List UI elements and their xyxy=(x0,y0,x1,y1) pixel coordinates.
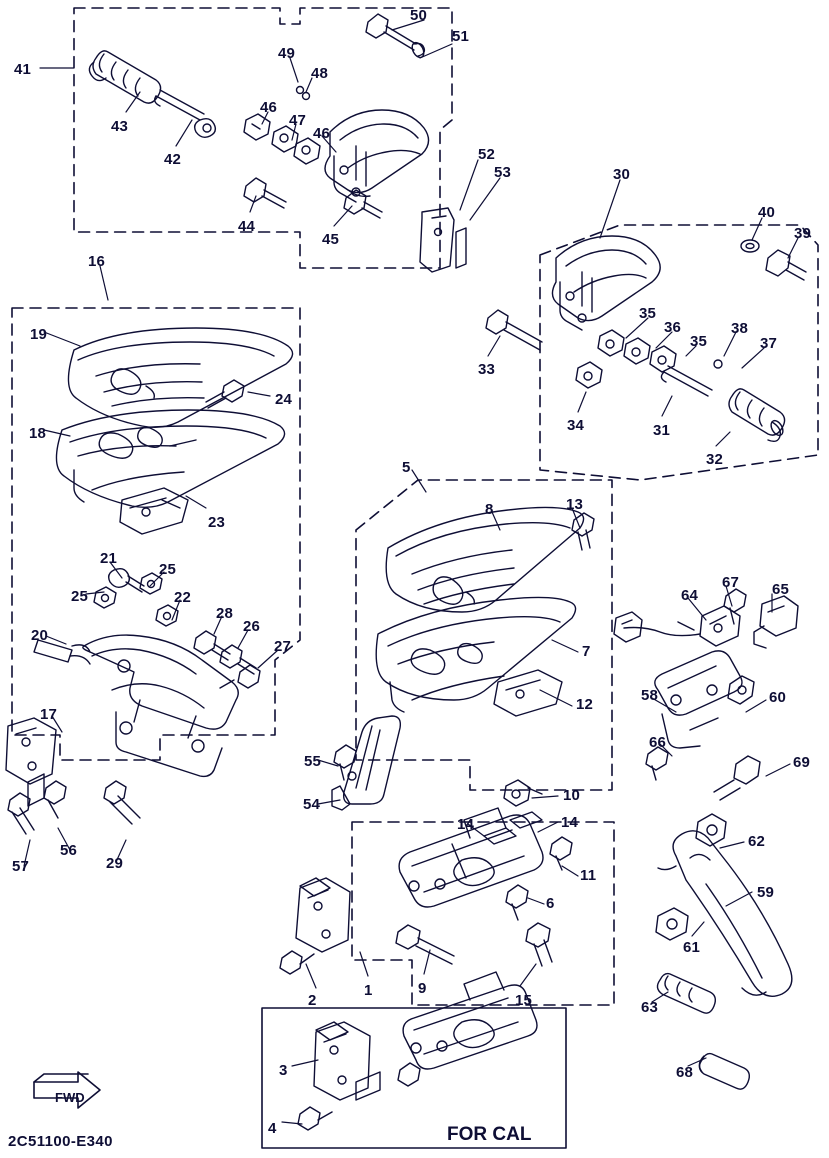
callout-number: 2 xyxy=(308,992,317,1009)
part-59-brake-pedal xyxy=(658,831,792,996)
callout-number: 44 xyxy=(238,218,256,235)
part-8-footboard-top xyxy=(386,507,583,612)
callout-number: 13 xyxy=(566,496,584,513)
callout-number: 8 xyxy=(485,501,494,518)
callout-number: 66 xyxy=(649,734,667,751)
part-32-grip xyxy=(729,389,785,441)
part-22-washer xyxy=(156,605,178,626)
callout-number: 36 xyxy=(664,319,682,336)
callout-number: 54 xyxy=(303,796,321,813)
callout-number: 62 xyxy=(748,833,766,850)
callout-number: 35 xyxy=(639,305,657,322)
callout-number: 35 xyxy=(690,333,708,350)
leader-lines xyxy=(24,20,798,1124)
part-38-pin xyxy=(714,360,722,368)
part-43-grip xyxy=(89,51,160,103)
callout-number: 1 xyxy=(364,982,373,999)
part-45-bolt xyxy=(344,190,382,218)
part-69-bolt xyxy=(714,756,760,800)
callout-number: 47 xyxy=(289,112,307,129)
callout-number: 57 xyxy=(12,858,30,875)
part-65-connector xyxy=(754,596,798,648)
callout-number: 45 xyxy=(322,231,340,248)
callout-number: 9 xyxy=(418,980,427,997)
part-19-footboard-top xyxy=(68,328,292,427)
part-29-bolt xyxy=(104,781,140,824)
callout-number: 12 xyxy=(576,696,594,713)
part-23-bracket xyxy=(120,488,188,534)
callout-number: 14 xyxy=(561,814,579,831)
callout-number: 37 xyxy=(760,335,778,352)
callout-number: 14 xyxy=(457,816,475,833)
fwd-label: FWD xyxy=(55,1090,85,1105)
callout-number: 61 xyxy=(683,939,701,956)
part-2-bracket xyxy=(280,878,350,974)
part-swingarm-bracket xyxy=(83,635,238,776)
callout-number: 38 xyxy=(731,320,749,337)
callout-number: 40 xyxy=(758,204,776,221)
part-56-bolt xyxy=(44,781,66,818)
callout-number: 64 xyxy=(681,587,699,604)
callout-number: 20 xyxy=(31,627,49,644)
callout-number: 46 xyxy=(313,125,331,142)
group-boundary xyxy=(12,8,818,1148)
callout-number: 46 xyxy=(260,99,278,116)
part-7-footboard-base xyxy=(376,597,575,712)
callout-number: 58 xyxy=(641,687,659,704)
callout-number: 26 xyxy=(243,618,261,635)
callout-number: 32 xyxy=(706,451,724,468)
part-44-bolt xyxy=(244,178,286,208)
part-39-40-bolt xyxy=(741,240,806,280)
part-46-47-washers xyxy=(244,114,320,164)
part-10-nut xyxy=(504,780,542,806)
part-35-36-35-washers xyxy=(598,330,676,372)
part-58-bracket xyxy=(655,651,742,748)
callout-number: 68 xyxy=(676,1064,694,1081)
callout-number: 6 xyxy=(546,895,555,912)
callout-number: 63 xyxy=(641,999,659,1016)
callout-number: 5 xyxy=(402,459,411,476)
part-28-bolt xyxy=(194,631,230,660)
callout-number: 25 xyxy=(159,561,177,578)
part-25-washer-b xyxy=(94,587,116,608)
part-66-bolt xyxy=(646,747,668,780)
callout-number: 24 xyxy=(275,391,293,408)
callout-number: 51 xyxy=(452,28,470,45)
callout-number: 50 xyxy=(410,7,428,24)
callout-number: 30 xyxy=(613,166,631,183)
callout-number: 18 xyxy=(29,425,47,442)
part-12-bracket xyxy=(494,670,562,716)
callout-number: 17 xyxy=(40,706,58,723)
part-60-bolt xyxy=(728,676,754,704)
part-footrest-bracket-top xyxy=(325,110,429,202)
callout-number: 60 xyxy=(769,689,787,706)
callout-number: 65 xyxy=(772,581,790,598)
part-15-bolt xyxy=(526,923,552,966)
callout-number: 56 xyxy=(60,842,78,859)
callout-number: 69 xyxy=(793,754,811,771)
callout-number: 22 xyxy=(174,589,192,606)
callout-number: 11 xyxy=(580,867,597,884)
callout-number: 28 xyxy=(216,605,234,622)
callout-number: 33 xyxy=(478,361,496,378)
part-57-bolt xyxy=(8,793,34,834)
part-31-shaft xyxy=(661,366,712,396)
callout-number: 52 xyxy=(478,146,496,163)
part-6-bolt xyxy=(506,885,528,920)
part-68-rod xyxy=(699,1054,749,1090)
callout-number: 10 xyxy=(563,787,581,804)
callout-number: 7 xyxy=(582,643,591,660)
callout-number: 42 xyxy=(164,151,182,168)
for-cal-label: FOR CAL xyxy=(447,1124,532,1145)
callout-number: 3 xyxy=(279,1062,288,1079)
callout-number: 27 xyxy=(274,638,292,655)
callout-number: 48 xyxy=(311,65,329,82)
callout-number: 4 xyxy=(268,1120,277,1137)
part-26-bolt xyxy=(220,645,256,674)
callout-number: 39 xyxy=(794,225,812,242)
callout-number: 19 xyxy=(30,326,48,343)
callout-number: 55 xyxy=(304,753,322,770)
callout-number: 34 xyxy=(567,417,585,434)
callout-number: 23 xyxy=(208,514,226,531)
diagram-code: 2C51100-E340 xyxy=(8,1133,113,1150)
callout-number: 49 xyxy=(278,45,296,62)
part-9-bolt xyxy=(396,925,454,964)
part-34-nut xyxy=(576,362,602,388)
callout-number: 15 xyxy=(515,992,533,1009)
part-67-bolt xyxy=(724,589,746,624)
part-27-bolt xyxy=(220,665,260,688)
part-17-bracket xyxy=(6,718,56,806)
callout-number: 31 xyxy=(653,422,671,439)
callout-number: 53 xyxy=(494,164,512,181)
part-21-spring xyxy=(109,569,144,592)
callout-number: 43 xyxy=(111,118,129,135)
part-52-53-plate xyxy=(420,208,466,272)
part-54-bracket xyxy=(332,716,400,810)
part-11-bolt xyxy=(550,837,572,870)
part-33-bolt xyxy=(486,310,542,350)
callout-number: 16 xyxy=(88,253,106,270)
part-61-joint xyxy=(656,908,688,940)
callout-number: 21 xyxy=(100,550,118,567)
callout-number: 29 xyxy=(106,855,124,872)
callout-number: 67 xyxy=(722,574,740,591)
callout-number: 25 xyxy=(71,588,89,605)
callout-number: 41 xyxy=(14,61,32,78)
part-55-bolt xyxy=(334,745,356,780)
callout-number: 59 xyxy=(757,884,775,901)
